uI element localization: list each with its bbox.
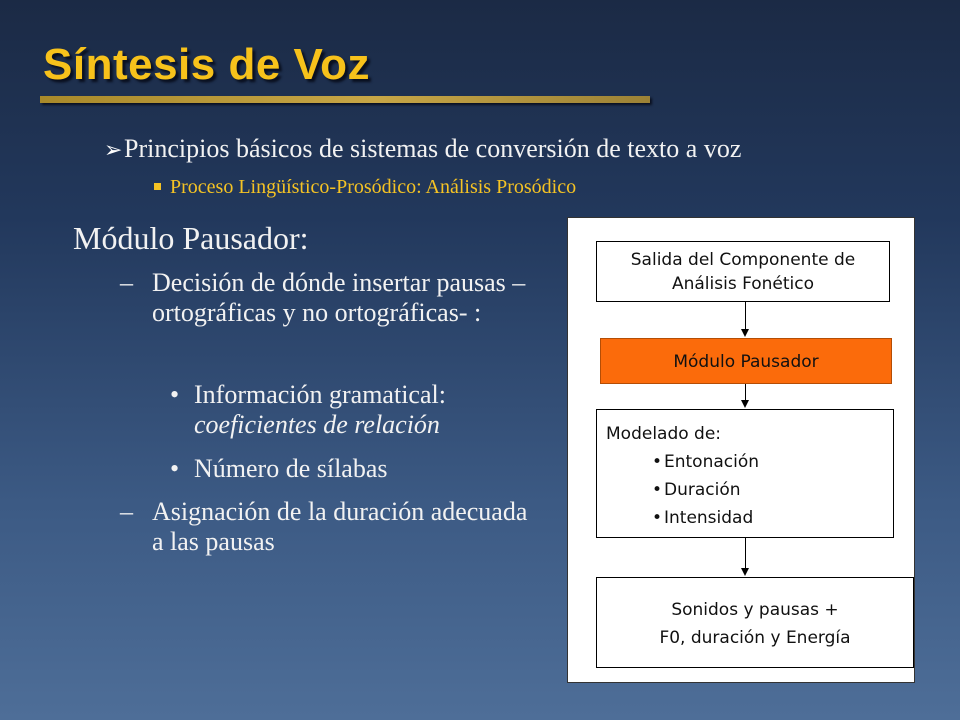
modelado-item [606, 448, 893, 476]
box-sonidos-line2: F0, duración y Energía [659, 628, 851, 648]
bullet-dot-icon: • [652, 508, 663, 528]
modelado-item [606, 476, 893, 504]
modelado-item-text: Intensidad [664, 508, 754, 528]
flow-diagram [567, 217, 915, 683]
arrow-head-icon [741, 329, 749, 337]
sub-item-silabas [170, 454, 554, 484]
arrow-head-icon [741, 568, 749, 576]
box-modulo-pausador: Módulo Pausador [600, 338, 892, 384]
dash-mark: – [120, 497, 133, 526]
box-sonidos-pausas [596, 577, 914, 668]
bullet-dot-icon: • [170, 454, 180, 483]
connector-line [745, 302, 746, 330]
modelado-list [606, 448, 893, 532]
arrow-head-icon [741, 400, 749, 408]
sub-item-informacion [170, 380, 554, 440]
bullet-proceso [154, 176, 576, 199]
box-salida-line2: Análisis Fonético [671, 274, 815, 294]
box-salida-componente [596, 241, 890, 302]
modelado-item-text: Entonación [664, 452, 760, 472]
dash-mark: – [120, 268, 133, 297]
bullet-dot-icon: • [170, 380, 180, 409]
sub-item-informacion-text: Información gramatical: [194, 380, 446, 409]
box-modelado-title: Modelado de: [606, 424, 722, 444]
sub-item-informacion-detail: coeficientes de relación [194, 410, 440, 439]
box-salida-line1: Salida del Componente de [630, 250, 856, 270]
bullet-dot-icon: • [652, 480, 663, 500]
section-heading: Módulo Pausador: [73, 220, 309, 256]
bullet-dot-icon: • [652, 452, 663, 472]
slide-title: Síntesis de Voz [43, 40, 370, 89]
bullet-proceso-text: Proceso Lingüístico-Prosódico: Análisis Prosódico [170, 176, 577, 198]
square-bullet-icon [154, 183, 161, 190]
modelado-item-text: Duración [664, 480, 741, 500]
sub-item-silabas-text: Número de sílabas [194, 454, 388, 483]
title-underline [40, 96, 650, 103]
bullet-principios [104, 134, 741, 164]
box-sonidos-line1: Sonidos y pausas + [671, 600, 839, 620]
arrow-bullet-icon: ➢ [104, 137, 123, 162]
dash-item-decision [120, 268, 532, 328]
modelado-item [606, 504, 893, 532]
dash-item-asignacion-text: Asignación de la duración adecuada a las pausas [152, 497, 528, 556]
connector-line [745, 538, 746, 569]
box-modelado [596, 409, 894, 538]
bullet-principios-text: Principios básicos de sistemas de conversión de texto a voz [124, 134, 742, 163]
connector-line [745, 384, 746, 401]
dash-item-decision-text: Decisión de dónde insertar pausas –ortográficas y no ortográficas- : [152, 268, 526, 327]
dash-item-asignacion [120, 497, 532, 557]
